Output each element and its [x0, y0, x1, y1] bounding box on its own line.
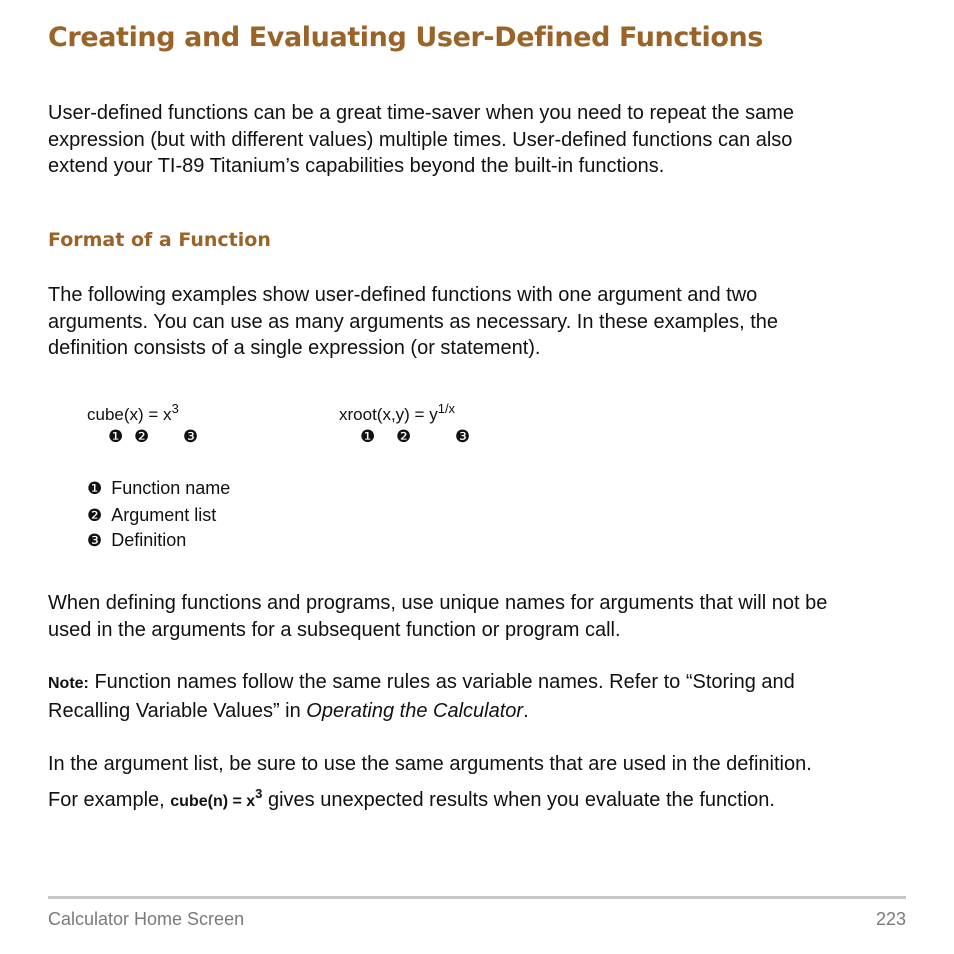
format-line: definition consists of a single expression (or statement).: [48, 337, 541, 359]
intro-line: extend your TI-89 Titanium’s capabilities beyond the built-in functions.: [48, 155, 665, 177]
footer-page-number: 223: [875, 909, 906, 929]
marker-2-icon: ❷: [87, 506, 103, 526]
code-exponent: 3: [255, 786, 263, 801]
book-title: Operating the Calculator: [306, 699, 524, 722]
marker-1-icon: ❶: [87, 479, 103, 499]
format-paragraph: [48, 282, 918, 362]
marker-3-icon: ❸: [87, 531, 103, 551]
argument-list-line: In the argument list, be sure to use the same arguments that are used in the definition.: [48, 753, 812, 775]
code-base: cube(n) = x: [170, 793, 256, 810]
marker-3-icon: ❸: [455, 427, 471, 447]
formula-base: xroot(x,y) = y: [339, 405, 438, 424]
marker-2-icon: ❷: [134, 427, 150, 447]
example-xroot-formula: [339, 401, 455, 425]
marker-1-icon: ❶: [108, 427, 124, 447]
unique-names-paragraph: [48, 590, 918, 643]
legend-item: [87, 478, 230, 499]
example-cube-formula: [87, 401, 179, 425]
page-title: Creating and Evaluating User-Defined Functions: [48, 22, 763, 53]
unique-names-line: When defining functions and programs, use unique names for arguments that will not be: [48, 592, 828, 614]
note-text: Function names follow the same rules as variable names. Refer to “Storing and: [88, 671, 795, 693]
formula-exponent: 3: [171, 401, 179, 416]
intro-line: User-defined functions can be a great time-saver when you need to repeat the same: [48, 102, 794, 124]
legend-label: Argument list: [111, 505, 217, 525]
marker-1-icon: ❶: [360, 427, 376, 447]
formula-exponent: 1/x: [437, 401, 456, 416]
argument-list-text: For example,: [48, 789, 171, 811]
section-heading: Format of a Function: [48, 229, 271, 251]
footer-divider: [48, 896, 906, 899]
argument-list-line: [48, 779, 918, 817]
argument-list-paragraph: [48, 749, 918, 817]
unique-names-line: used in the arguments for a subsequent function or program call.: [48, 618, 621, 641]
intro-paragraph: [48, 100, 918, 180]
format-line: arguments. You can use as many arguments as necessary. In these examples, the: [48, 310, 779, 333]
footer-section-name: Calculator Home Screen: [48, 909, 245, 929]
argument-list-text: gives unexpected results when you evaluate the function.: [262, 789, 775, 811]
legend-item: [87, 505, 216, 526]
note-text: Recalling Variable Values” in: [48, 699, 307, 722]
formula-base: cube(x) = x: [87, 405, 172, 424]
legend-label: Definition: [111, 530, 187, 550]
marker-3-icon: ❸: [183, 427, 199, 447]
note-label: Note:: [48, 675, 89, 692]
note-line: [48, 669, 918, 698]
intro-line: expression (but with different values) multiple times. User-defined functions can also: [48, 128, 793, 151]
note-text: .: [523, 699, 529, 722]
legend-label: Function name: [111, 478, 231, 498]
note-paragraph: [48, 669, 918, 724]
note-line: [48, 698, 918, 725]
code-example: [170, 786, 263, 810]
marker-2-icon: ❷: [396, 427, 412, 447]
format-line: The following examples show user-defined functions with one argument and two: [48, 284, 758, 306]
legend-item: [87, 530, 186, 551]
